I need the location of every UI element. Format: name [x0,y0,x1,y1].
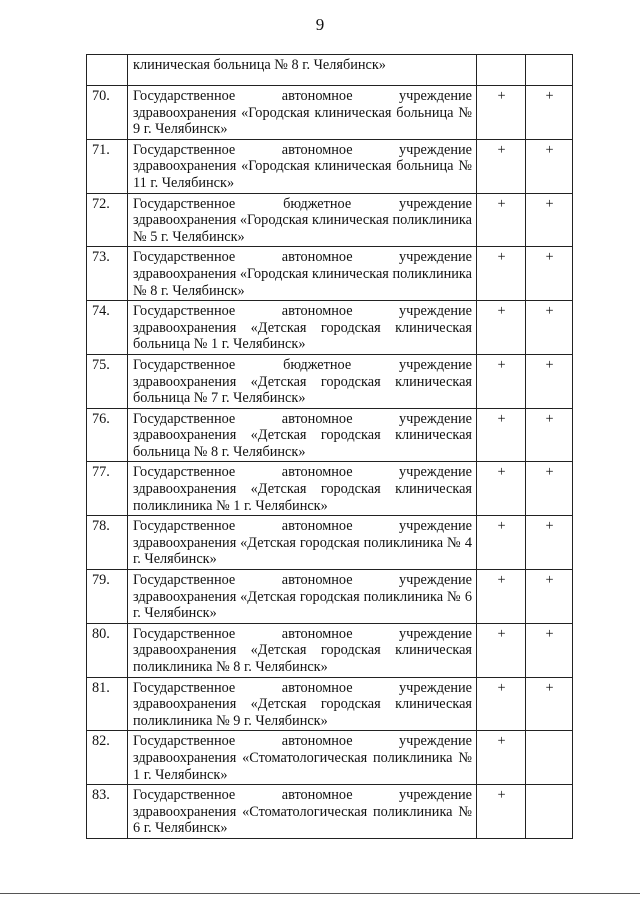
mark-column-b: + [526,193,573,247]
row-number: 76. [87,408,128,462]
institution-name: Государственное автономное учреждение здравоохранения «Детская городская клиническая поликлиника № 9 г. Челябинск» [128,677,477,731]
mark-column-a: + [477,301,526,355]
table-row [87,623,573,677]
table-row [87,570,573,624]
table-row [87,86,573,140]
mark-column-b: + [526,301,573,355]
row-number: 78. [87,516,128,570]
row-number [87,55,128,86]
mark-column-a: + [477,354,526,408]
institution-name: Государственное автономное учреждение здравоохранения «Детская городская поликлиника № 6 г. Челябинск» [128,570,477,624]
institution-name: Государственное автономное учреждение здравоохранения «Детская городская клиническая поликлиника № 1 г. Челябинск» [128,462,477,516]
row-number: 75. [87,354,128,408]
mark-column-a: + [477,516,526,570]
mark-column-b: + [526,139,573,193]
row-number: 81. [87,677,128,731]
mark-column-b [526,785,573,839]
table-row [87,139,573,193]
row-number: 71. [87,139,128,193]
table-body [87,55,573,839]
institution-name: Государственное автономное учреждение здравоохранения «Стоматологическая поликлиника № 1 г. Челябинск» [128,731,477,785]
mark-column-b: + [526,623,573,677]
row-number: 73. [87,247,128,301]
row-number: 70. [87,86,128,140]
mark-column-a: + [477,139,526,193]
mark-column-b: + [526,462,573,516]
row-number: 83. [87,785,128,839]
mark-column-b [526,55,573,86]
institutions-table [86,54,573,839]
mark-column-a: + [477,408,526,462]
mark-column-a: + [477,731,526,785]
mark-column-a: + [477,570,526,624]
institution-name: Государственное автономное учреждение здравоохранения «Стоматологическая поликлиника № 6 г. Челябинск» [128,785,477,839]
table-row [87,408,573,462]
institution-name: Государственное автономное учреждение здравоохранения «Городская клиническая поликлиника № 8 г. Челябинск» [128,247,477,301]
mark-column-a: + [477,462,526,516]
table-row [87,193,573,247]
institution-name: Государственное автономное учреждение здравоохранения «Городская клиническая больница № 11 г. Челябинск» [128,139,477,193]
mark-column-b: + [526,570,573,624]
page-number: 9 [315,15,325,34]
institution-name: Государственное автономное учреждение здравоохранения «Детская городская поликлиника № 4 г. Челябинск» [128,516,477,570]
row-number: 72. [87,193,128,247]
mark-column-b: + [526,86,573,140]
row-number: 82. [87,731,128,785]
mark-column-b: + [526,408,573,462]
row-number: 74. [87,301,128,355]
mark-column-b: + [526,247,573,301]
institution-name: Государственное автономное учреждение здравоохранения «Детская городская клиническая поликлиника № 8 г. Челябинск» [128,623,477,677]
table-row [87,785,573,839]
row-number: 80. [87,623,128,677]
institution-name: Государственное бюджетное учреждение здравоохранения «Детская городская клиническая больница № 7 г. Челябинск» [128,354,477,408]
table-row [87,731,573,785]
mark-column-b: + [526,677,573,731]
table-row [87,301,573,355]
institution-name: Государственное автономное учреждение здравоохранения «Детская городская клиническая больница № 1 г. Челябинск» [128,301,477,355]
mark-column-a [477,55,526,86]
table-row [87,462,573,516]
mark-column-a: + [477,247,526,301]
bottom-rule [0,893,640,894]
table-row [87,516,573,570]
mark-column-a: + [477,193,526,247]
table-row [87,55,573,86]
mark-column-b [526,731,573,785]
mark-column-a: + [477,623,526,677]
row-number: 77. [87,462,128,516]
institution-name: клиническая больница № 8 г. Челябинск» [128,55,477,86]
mark-column-a: + [477,677,526,731]
mark-column-a: + [477,785,526,839]
mark-column-b: + [526,516,573,570]
mark-column-a: + [477,86,526,140]
institution-name: Государственное автономное учреждение здравоохранения «Городская клиническая больница № 9 г. Челябинск» [128,86,477,140]
row-number: 79. [87,570,128,624]
table-row [87,354,573,408]
institution-name: Государственное автономное учреждение здравоохранения «Детская городская клиническая больница № 8 г. Челябинск» [128,408,477,462]
mark-column-b: + [526,354,573,408]
table-row [87,677,573,731]
table-row [87,247,573,301]
institution-name: Государственное бюджетное учреждение здравоохранения «Городская клиническая поликлиника № 5 г. Челябинск» [128,193,477,247]
